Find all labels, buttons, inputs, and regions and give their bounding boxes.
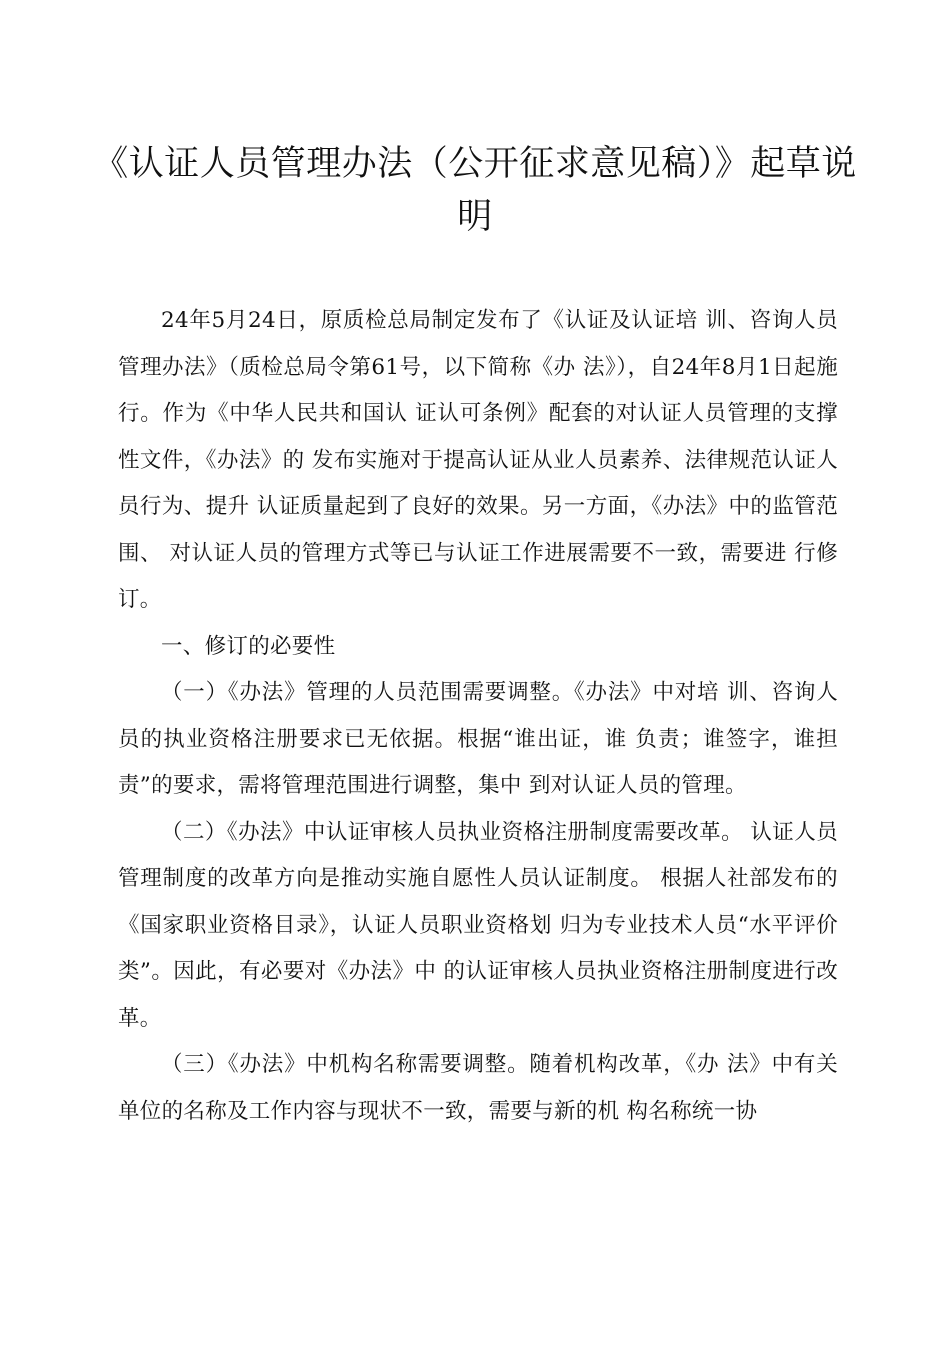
paragraph-point-2: （二）《办法》中认证审核人员执业资格注册制度需要改革。 认证人员管理制度的改革方向是推动实施自愿性人员认证制度。 根据人社部发布的《国家职业资格目录》，认证人员职业资格划 归为专业技术人员“水平评价类”。因此，有必要对《办法》中 的认证审核人员执业资格注册制度进行改革。: [118, 819, 838, 1031]
section-heading-necessity: 一、修订的必要性: [161, 633, 336, 659]
paragraph-point-1: （一）《办法》管理的人员范围需要调整。《办法》中对培 训、咨询人员的执业资格注册要求已无依据。根据“谁出证，谁 负责；谁签字，谁担责”的要求，需将管理范围进行调整，集中 到对认证人员的管理。: [118, 680, 838, 798]
paragraph-background: 24年5月24日，原质检总局制定发布了《认证及认证培 训、咨询人员管理办法》（质检总局令第61号，以下简称《办 法》），自24年8月1日起施行。作为《中华人民共和国认 证认可条例》配套的对认证人员管理的支撑性文件，《办法》的 发布实施对于提高认证从业人员素养、法律规范认证人员行为、提升 认证质量起到了良好的效果。另一方面，《办法》中的监管范围、 对认证人员的管理方式等已与认证工作进展需要不一致，需要进 行修订。: [118, 308, 838, 612]
document-body: [118, 298, 838, 1135]
document-title: 《认证人员管理办法（公开征求意见稿）》起草说明: [93, 144, 857, 237]
paragraph-point-3: （三）《办法》中机构名称需要调整。随着机构改革，《办 法》中有关单位的名称及工作内容与现状不一致，需要与新的机 构名称统一协: [118, 1052, 838, 1124]
